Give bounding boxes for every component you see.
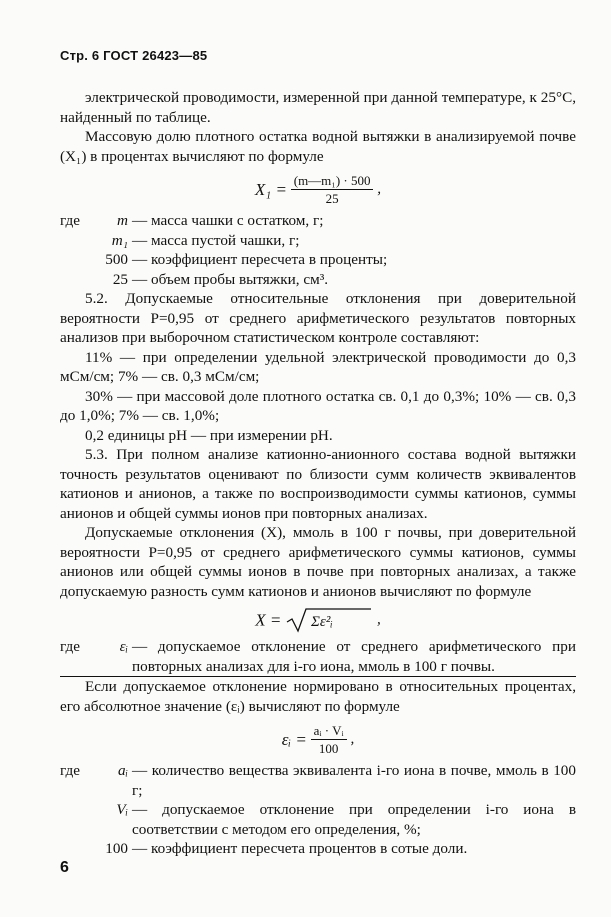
where-item: m₁ — масса пустой чашки, г; <box>111 231 300 249</box>
formula-tail: , <box>376 610 381 628</box>
page-header: Стр. 6 ГОСТ 26423—85 <box>60 48 208 63</box>
paragraph: Допускаемые отклонения (X), ммоль в 100 г почвы, при доверительной вероятности P=0,95 от среднего арифметического суммы катионов, суммы анионов или общей суммы ионов в почве при повторных анализах, а также допускаемую разность сумм катионов и анионов вычисляют по формуле <box>60 524 576 600</box>
radicand: Σε²ᵢ <box>311 614 333 630</box>
formula-tail: , <box>350 729 355 747</box>
formula-x1 <box>60 172 576 207</box>
paragraph: 30% — при массовой доле плотного остатка св. 0,1 до 0,3%; 10% — св. 0,3 до 1,0%; 7% — св. 1,0%; <box>60 387 576 424</box>
where-item: 25 — объем пробы вытяжки, см³. <box>112 270 329 288</box>
document-body <box>60 88 576 859</box>
fraction-numerator: (m—m₁) · 500 <box>291 172 374 190</box>
formula-tail: , <box>377 179 382 197</box>
fraction-denominator: 25 <box>325 191 339 206</box>
paragraph: электрической проводимости, измеренной при данной температуре, к 25°С, найденный по таблице. <box>60 89 576 126</box>
sqrt-sign-icon <box>285 607 373 633</box>
where-item: 100 — коэффициент пересчета процентов в сотые доли. <box>105 840 468 857</box>
paragraph-5-2: 5.2. Допускаемые относительные отклонения при доверительной вероятности P=0,95 от среднего арифметического результатов повторных анализов при выборочном статистическом контроле составляют: <box>60 290 576 346</box>
formula-lhs: X = <box>255 610 282 630</box>
fraction <box>291 172 374 207</box>
where-item: где m — масса чашки с остатком, г; <box>60 212 324 229</box>
where-list-2 <box>60 637 576 677</box>
formula-x <box>60 607 576 633</box>
paragraph: 0,2 единицы pH — при измерении pH. <box>85 426 333 444</box>
formula-eps <box>60 722 576 757</box>
paragraph: Массовую долю плотного остатка водной вытяжки в анализируемой почве (X₁) в процентах вычисляют по формуле <box>60 128 576 165</box>
fraction-denominator: 100 <box>318 741 339 756</box>
where-item: где εᵢ — допускаемое отклонение от среднего арифметического при повторных анализах для i-го иона, ммоль в 100 г почвы. <box>60 638 576 675</box>
paragraph: Если допускаемое отклонение нормировано в относительных процентах, его абсолютное значение (εᵢ) вычисляют по формуле <box>60 678 576 715</box>
fraction-numerator: aᵢ · Vᵢ <box>311 722 347 740</box>
paragraph: 11% — при определении удельной электрической проводимости до 0,3 мСм/см; 7% — св. 0,3 мСм/см; <box>60 348 576 385</box>
paragraph-5-3: 5.3. При полном анализе катионно-анионного состава водной вытяжки точность результатов оценивают по близости сумм количеств эквивалентов катионов и анионов, а также по воспроизводимости суммы катионов, суммы анионов и общей суммы ионов при повторных анализах. <box>60 446 576 522</box>
where-list-3 <box>60 761 576 859</box>
where-list-1 <box>60 211 576 289</box>
page-number: 6 <box>60 859 69 876</box>
fraction <box>311 722 347 757</box>
formula-lhs: εᵢ = <box>281 729 307 749</box>
where-item: Vᵢ — допускаемое отклонение при определении i-го иона в соответствии с методом его определения, %; <box>116 801 576 838</box>
where-item: 500 — коэффициент пересчета в проценты; <box>105 251 388 268</box>
where-item: где aᵢ — количество вещества эквивалента i-го иона в почве, ммоль в 100 г; <box>60 762 576 799</box>
square-root <box>285 607 373 633</box>
formula-lhs: X₁ = <box>254 179 287 199</box>
